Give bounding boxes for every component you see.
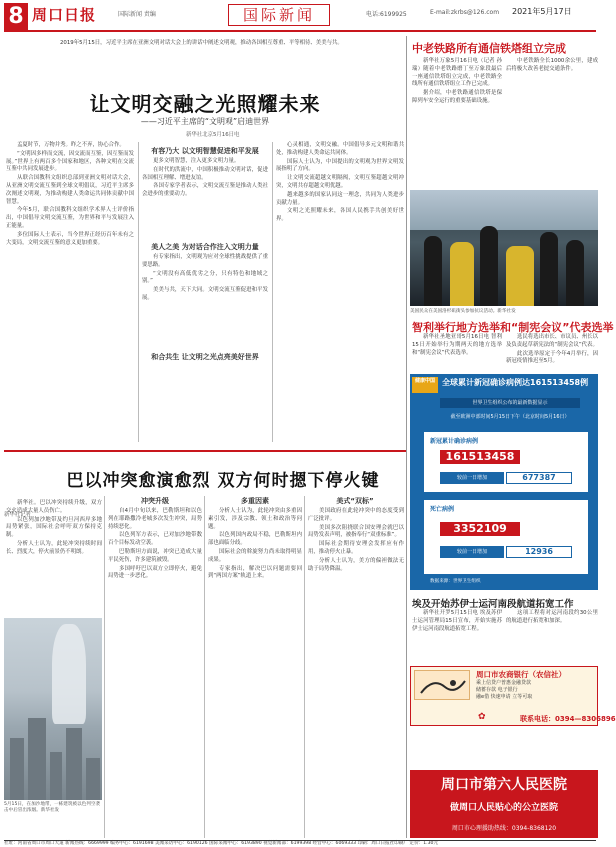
- lead-intro: 2019年5月15日，习近平主席在亚洲文明对话大会上的讲话中阐述文明观，推动各国相互尊重、平等相待、美美与共。: [60, 40, 343, 46]
- ad-line: 融e借 快速申请 立等可取: [476, 694, 533, 700]
- paragraph: 这项工程将对运河南段约30公里的航道进行拓宽和加深。: [506, 610, 598, 624]
- paragraph: 今年5月，联合国教科文组织学术界人士评价指出，中国倡导文明交流互鉴，为世界和平与发展注入正能量。: [6, 207, 134, 229]
- paragraph: 新华社。巴以冲突持续升级，双方交火造成大量人员伤亡。: [6, 500, 102, 514]
- paragraph: 自4月中旬以来，巴勒斯坦和以色列在耶路撒冷老城多次发生冲突，局势持续恶化。: [108, 508, 202, 530]
- bank-ad-lines: [476, 680, 594, 701]
- article2-column-3: [208, 508, 302, 838]
- paragraph: 美美与共，天下大同。文明交流互鉴促进和平发展。: [142, 287, 268, 301]
- paragraph: 新华社圣地亚哥5月16日电 智利15日开始举行为期两天的地方选举和“制宪会议”代表选举。: [412, 334, 502, 356]
- hospital-ad-title: 周口市第六人民医院: [441, 777, 567, 793]
- deaths-sub-label: 较前一日增加: [440, 546, 504, 558]
- covid-tag: 健康中国: [412, 377, 438, 393]
- deaths-value: 3352109: [440, 522, 520, 536]
- bank-ad-title: 周口市农商银行（农信社）: [476, 670, 566, 679]
- column-divider: [138, 142, 139, 442]
- paragraph: 中老铁路全长1000余公里，建成后将极大改善老挝交通条件。: [506, 58, 598, 72]
- paragraph: 国际社会期待安理会发挥应有作用，推动停火止暴。: [308, 541, 404, 555]
- lead-subhead-1: 有容乃大 以文明智慧促进和平发展: [151, 147, 259, 155]
- deaths-card: [424, 500, 588, 574]
- bank-logo-icon: [414, 670, 470, 700]
- paragraph: 更多文明智慧，注入更多文明力量。: [153, 158, 240, 164]
- article2-subhead-1: 冲突升级: [141, 497, 169, 505]
- section-divider: [4, 450, 406, 452]
- confirmed-sub-label: 较前一日增加: [440, 472, 504, 484]
- paragraph: 以色列国内政局不稳，巴勒斯坦内部也面临分歧。: [208, 532, 302, 547]
- r3-column-1: [412, 610, 502, 664]
- page-number: 8: [4, 3, 28, 31]
- paragraph: 孟夏时节，万物并秀。昨之不弃，协心合作。: [17, 142, 125, 148]
- header-rule: [4, 30, 596, 32]
- header-phone: 电话:6199925: [366, 11, 407, 18]
- article2-subhead-3: 美式“双标”: [336, 497, 374, 505]
- deaths-sub-value: 12936: [506, 546, 572, 558]
- lead-subhead-2: 美人之美 为对话合作注入文明力量: [151, 243, 259, 251]
- paragraph: 国际人士认为，中国提出的文明观为世界文明发展指明了方向。: [276, 158, 404, 173]
- article2-column-1: [6, 500, 102, 614]
- page-divider: [406, 36, 407, 838]
- paragraph: “文明没有高低优劣之分，只有特色和地域之别。”: [142, 270, 268, 285]
- gaza-smoke-photo: [4, 618, 102, 800]
- confirmed-card: [424, 432, 588, 492]
- header-editor: 国际新闻 责编: [118, 11, 156, 18]
- r2-column-1: [412, 334, 502, 372]
- paragraph: 在时代的洪流中，中国积极推动文明对话，促进各国相互理解、增进友谊。: [142, 166, 268, 181]
- paragraph: 专家指出，解决巴以问题需要回到“两国方案”轨道上来。: [208, 565, 302, 580]
- article2-byline: 新华社记者: [4, 512, 31, 518]
- footer-imprint: 社址：河南省周口市周口大道 新闻热线：6669999 编务中心：6191698 美闻采访中心：6190126 国际采闻中心：6193890 视觉新闻部：6199398 经营中心：6069333 印刷：周口日报社印刷厂 定价：1.30元: [4, 841, 439, 846]
- paragraph: 让文明交流超越文明隔阂，文明互鉴超越文明冲突，文明共存超越文明优越。: [276, 175, 404, 189]
- suez-canal-headline: 埃及开始苏伊士运河南段航道拓宽工作: [412, 599, 574, 610]
- paragraph: 据介绍，中老铁路通信铁塔是保障列车安全运行的重要基础设施。: [412, 90, 502, 104]
- paragraph: 越来越多的国家认同这一理念，共同为人类进步贡献力量。: [276, 191, 404, 206]
- paragraph: 多国呼吁巴以双方立即停火，避免局势进一步恶化。: [108, 565, 202, 580]
- confirmed-label: 新冠累计确诊病例: [430, 438, 479, 445]
- paragraph: 多位国际人士表示，当今世界正经历百年未有之大变局，文明交流互鉴的意义更加重要。: [6, 231, 134, 246]
- lead-byline: 新华社北京5月16日电: [186, 132, 240, 138]
- bank-ad-phone: 联系电话：0394—8306896: [520, 715, 616, 723]
- chile-election-headline: 智利举行地方选举和“制宪会议”代表选举: [412, 321, 614, 334]
- paragraph: 各国专家学者表示，文明交流互鉴是推动人类社会进步的重要动力。: [142, 183, 268, 198]
- article2-headline: 巴以冲突愈演愈烈 双方何时摁下停火键: [66, 471, 380, 491]
- china-laos-railway-headline: 中老铁路所有通信铁塔组立完成: [412, 42, 566, 55]
- article2-subhead-2: 多重因素: [241, 497, 269, 505]
- paragraph: 分析人士认为，此轮冲突由多重因素引发，涉及宗教、领土和政治等问题。: [208, 508, 302, 530]
- r1-column-2: [506, 58, 598, 188]
- hospital-ad-slogan: 做周口人民贴心的公立医院: [449, 803, 558, 813]
- column-divider: [272, 142, 273, 442]
- lead-column-2: [142, 158, 268, 236]
- lead-column-3: [276, 142, 404, 442]
- r2-column-2: [506, 334, 598, 372]
- column-divider: [304, 496, 305, 838]
- paragraph: 从联合国教科文组织总部到亚洲文明对话大会，从亚洲文明交流互鉴到全球文明倡议，习近平主席多次阐述文明观，为推动构建人类命运共同体贡献中国智慧。: [6, 175, 134, 205]
- lead-subhead-3: 和合共生 让文明之光点亮美好世界: [151, 353, 259, 361]
- column-divider: [104, 496, 105, 838]
- photo1-caption: 美国民众在美国洛杉矶街头参加抗议活动。新华社发: [410, 309, 516, 314]
- paragraph: 国际社会的斡旋努力尚未取得明显成果。: [208, 548, 302, 563]
- masthead: [0, 0, 600, 36]
- lead-column-1: [6, 142, 134, 442]
- article2-column-4: [308, 508, 404, 838]
- covid-source: 世界卫生组织公布的最新数据显示: [440, 398, 580, 408]
- r3-column-2: [506, 610, 598, 664]
- ad-line: 乘上信贷户普惠金融贷款: [476, 680, 532, 686]
- deaths-label: 死亡病例: [430, 506, 455, 513]
- protest-photo: [410, 190, 598, 306]
- lead-subtitle: ——习近平主席的“文明观”启迪世界: [140, 117, 270, 126]
- confirmed-sub-value: 677387: [506, 472, 572, 484]
- covid-date: 截至欧洲中部时间5月15日下午（北京时间5月16日）: [450, 414, 570, 420]
- covid-title: 全球累计新冠确诊病例达161513458例: [442, 378, 589, 387]
- paragraph: 分析人士认为，美方的偏袒做法无助于局势降温。: [308, 557, 404, 572]
- hospital-ad-hotline: 周口市心理援助热线：0394-8368120: [451, 825, 557, 832]
- paragraph: 心灵相通，文明交融。中国倡导多元文明和谐共处，推动构建人类命运共同体。: [276, 142, 404, 156]
- paragraph: 巴勒斯坦方面说，冲突已造成大量平民死伤，许多建筑被毁。: [108, 548, 202, 563]
- confirmed-value: 161513458: [440, 450, 520, 464]
- section-title: 国际新闻: [228, 4, 330, 26]
- flower-icon: ✿: [478, 712, 486, 722]
- covid-footer: 数据来源：世界卫生组织: [430, 579, 481, 584]
- paragraph: 以色列加沙地带及约旦河西岸多地局势紧张，国际社会呼吁双方保持克制。: [6, 516, 102, 539]
- paragraph: 分析人士认为，此轮冲突持续时间长、烈度大，停火前景仍不明朗。: [6, 540, 102, 555]
- paragraph: 文明之光照耀未来，各国人民携手共创美好世界。: [276, 208, 404, 223]
- photo2-caption: 5月15日，在加沙地带，一栋建筑被以色列空袭击中后冒出浓烟。新华社发: [4, 802, 101, 814]
- column-divider: [204, 496, 205, 838]
- header-date: 2021年5月17日: [512, 7, 572, 16]
- paragraph: 此次选举原定于今年4月举行，因新冠疫情推迟至5月。: [506, 350, 598, 365]
- paragraph: 美国多次阻挠联合国安理会就巴以局势发表声明，被指奉行“双重标准”。: [308, 524, 404, 539]
- ad-line: 储蓄存款 电子银行: [476, 687, 518, 693]
- paragraph: 美国政府在此轮冲突中的态度受到广泛批评。: [308, 508, 404, 522]
- header-email: E-mail:zkrbs@126.com: [430, 9, 500, 16]
- paragraph: 新华社开罗5月15日电 埃及苏伊士运河管理局15日宣布，开始实施苏伊士运河南段航道拓宽工程。: [412, 610, 502, 632]
- lead-column-2b: [142, 254, 268, 346]
- paragraph: 以色列军方表示，已对加沙地带数百个目标发动空袭。: [108, 532, 202, 547]
- paragraph: 选民将选出市长、市议员、州长以及负责起草新宪法的“制宪会议”代表。: [506, 334, 598, 348]
- r1-column-1: [412, 58, 502, 188]
- paragraph: 新华社万象5月16日电（记者 孙 瑞）随着中老铁路磨丁至万象段最后一座通信铁塔组立完成，中老铁路全线所有通信铁塔组立工作已完成。: [412, 58, 502, 88]
- lead-headline: 让文明交融之光照耀未来: [89, 92, 321, 116]
- article2-column-2: [108, 508, 202, 838]
- paragraph: “文明因多样而交流，因交流而互鉴，因互鉴而发展。”世界上有两百多个国家和地区，各种文明在交流互鉴中共同发展进步。: [6, 150, 134, 173]
- paragraph: 有专家指出，文明观为应对全球性挑战提供了重要思路。: [142, 254, 268, 268]
- paper-name: 周口日报: [32, 6, 97, 24]
